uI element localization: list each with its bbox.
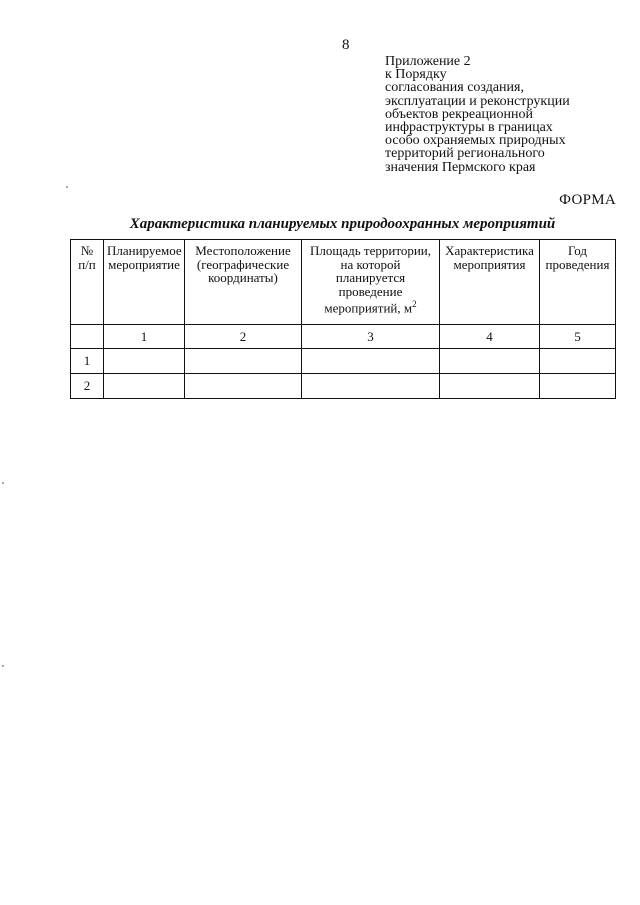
appendix-line: объектов рекреационной xyxy=(385,106,533,122)
table-cell xyxy=(540,349,616,374)
column-number-row xyxy=(71,325,616,349)
appendix-line: Приложение 2 xyxy=(385,54,471,69)
header-area: Площадь территории, на которой планируется проведение мероприятий, $м^2$ xyxy=(302,240,440,325)
scan-speck xyxy=(66,186,68,188)
column-number-cell: 3 xyxy=(302,325,440,349)
header-year: Год проведения xyxy=(540,240,616,325)
scan-speck xyxy=(2,482,4,484)
appendix-line: территорий регионального xyxy=(385,146,545,162)
appendix-line: особо охраняемых природных xyxy=(385,133,566,149)
header-characteristic: Характеристика мероприятия xyxy=(440,240,540,325)
appendix-line: к Порядку xyxy=(385,67,447,83)
table-cell xyxy=(540,374,616,399)
column-number-cell: 2 xyxy=(185,325,302,349)
table-cell: 2 xyxy=(71,374,104,399)
table-cell xyxy=(302,349,440,374)
appendix-line: значения Пермского края xyxy=(385,159,536,175)
header-planned-measure: Планируемое мероприятие xyxy=(104,240,185,325)
column-number-cell xyxy=(71,325,104,349)
appendix-line: эксплуатации и реконструкции xyxy=(385,93,570,109)
form-label: ФОРМА xyxy=(559,192,616,208)
scan-speck xyxy=(2,665,4,667)
table-cell xyxy=(185,349,302,374)
area-unit-superscript: 2 xyxy=(412,299,417,309)
appendix-line: инфраструктуры в границах xyxy=(385,120,553,136)
column-number-cell: 5 xyxy=(540,325,616,349)
table-cell: 1 xyxy=(71,349,104,374)
table-header-row xyxy=(71,240,616,325)
appendix-line: согласования создания, xyxy=(385,80,524,96)
table-row xyxy=(71,374,616,399)
table-cell xyxy=(440,374,540,399)
page-number: 8 xyxy=(342,37,350,53)
measures-table xyxy=(70,239,616,399)
table-cell xyxy=(440,349,540,374)
table-cell xyxy=(104,349,185,374)
table-cell xyxy=(185,374,302,399)
column-number-cell: 4 xyxy=(440,325,540,349)
document-title: Характеристика планируемых природоохранных мероприятий xyxy=(129,216,556,232)
header-location: Местоположение (географические координаты) xyxy=(185,240,302,325)
table-cell xyxy=(104,374,185,399)
appendix-reference xyxy=(385,55,625,174)
column-number-cell: 1 xyxy=(104,325,185,349)
table-row xyxy=(71,349,616,374)
header-number: № п/п xyxy=(71,240,104,325)
table-cell xyxy=(302,374,440,399)
